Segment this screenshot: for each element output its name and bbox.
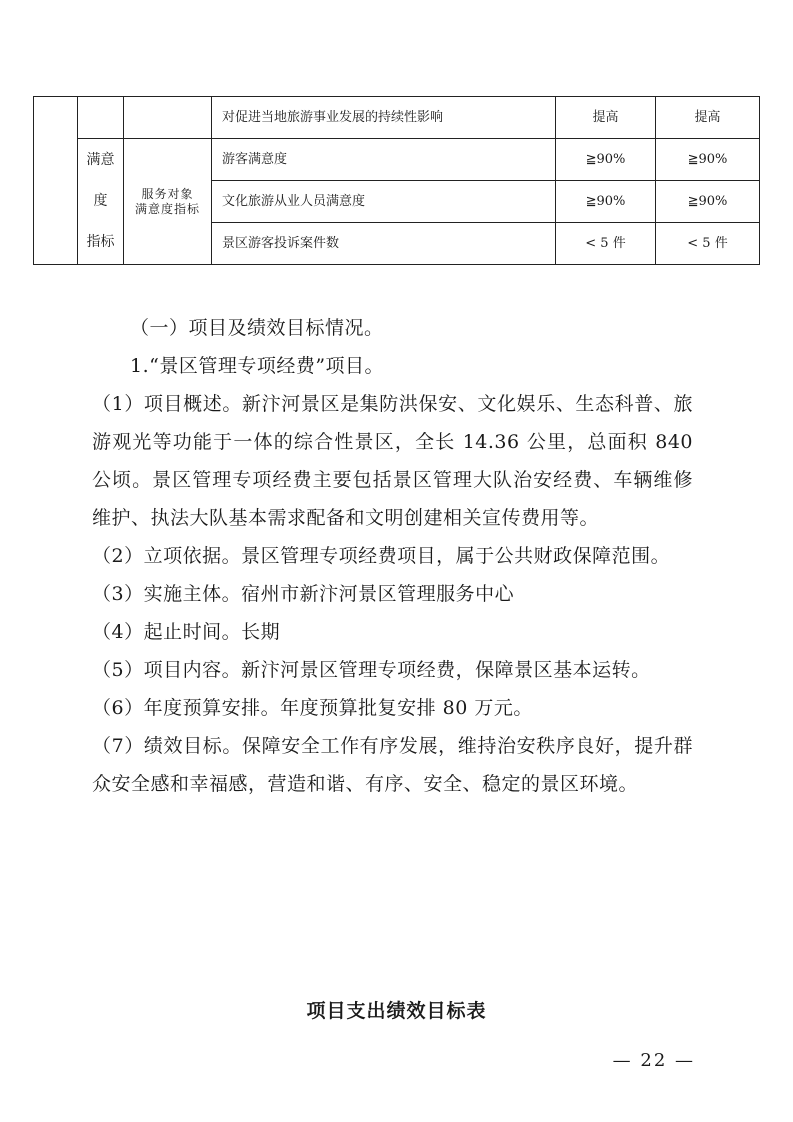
- table-caption: 项目支出绩效目标表: [306, 1000, 487, 1022]
- section-title: [92, 309, 693, 347]
- value-cell: < 5 件: [656, 223, 760, 265]
- table-cell-level2: [78, 97, 124, 139]
- table-cell-level1: [34, 97, 78, 265]
- performance-indicator-table: [33, 96, 760, 265]
- category-text: 满意度指标: [134, 201, 200, 216]
- indicator-cell: 游客满意度: [212, 139, 556, 181]
- paragraph-entity: （3）实施主体。宿州市新汴河景区管理服务中心: [92, 583, 515, 605]
- paragraph-basis: （2）立项依据。景区管理专项经费项目，属于公共财政保障范围。: [92, 545, 671, 567]
- paragraph-budget: （6）年度预算安排。年度预算批复安排 80 万元。: [92, 697, 533, 719]
- category-text: 度: [93, 193, 108, 210]
- section-heading: （一）项目及绩效目标情况。: [130, 317, 384, 339]
- value-cell: ≧90%: [656, 181, 760, 223]
- category-text: 服务对象: [141, 187, 194, 202]
- value-cell: ≧90%: [656, 139, 760, 181]
- project-body: [92, 385, 693, 803]
- indicator-cell: 景区游客投诉案件数: [212, 223, 556, 265]
- indicator-cell: 对促进当地旅游事业发展的持续性影响: [212, 97, 556, 139]
- value-cell: ≧90%: [556, 139, 656, 181]
- table-row: [34, 139, 760, 181]
- value-cell: ≧90%: [556, 181, 656, 223]
- paragraph-content: （5）项目内容。新汴河景区管理专项经费，保障景区基本运转。: [92, 659, 651, 681]
- category-text: 满意: [86, 152, 115, 169]
- project-heading: 1.“景区管理专项经费”项目。: [130, 355, 385, 377]
- value-cell: 提高: [556, 97, 656, 139]
- value-cell: < 5 件: [556, 223, 656, 265]
- category-satisfaction: [78, 139, 124, 265]
- table-cell-level3: [124, 97, 212, 139]
- indicator-cell: 文化旅游从业人员满意度: [212, 181, 556, 223]
- page-number: — 22 —: [612, 1050, 695, 1071]
- category-text: 指标: [86, 234, 115, 251]
- paragraph-period: （4）起止时间。长期: [92, 621, 281, 643]
- value-cell: 提高: [656, 97, 760, 139]
- paragraph-overview: （1）项目概述。新汴河景区是集防洪保安、文化娱乐、生态科普、旅游观光等功能于一体的综合性景区，全长 14.36 公里，总面积 840 公顷。景区管理专项经费主要包括景区管理大队治安经费、车辆维修维护、执法大队基本需求配备和文明创建相关宣传费用等。: [92, 393, 693, 529]
- category-service-target: [124, 139, 212, 265]
- paragraph-goal: （7）绩效目标。保障安全工作有序发展，维持治安秩序良好，提升群众安全感和幸福感，营造和谐、有序、安全、稳定的景区环境。: [92, 735, 693, 795]
- project-title: [92, 347, 693, 385]
- table-row: [34, 97, 760, 139]
